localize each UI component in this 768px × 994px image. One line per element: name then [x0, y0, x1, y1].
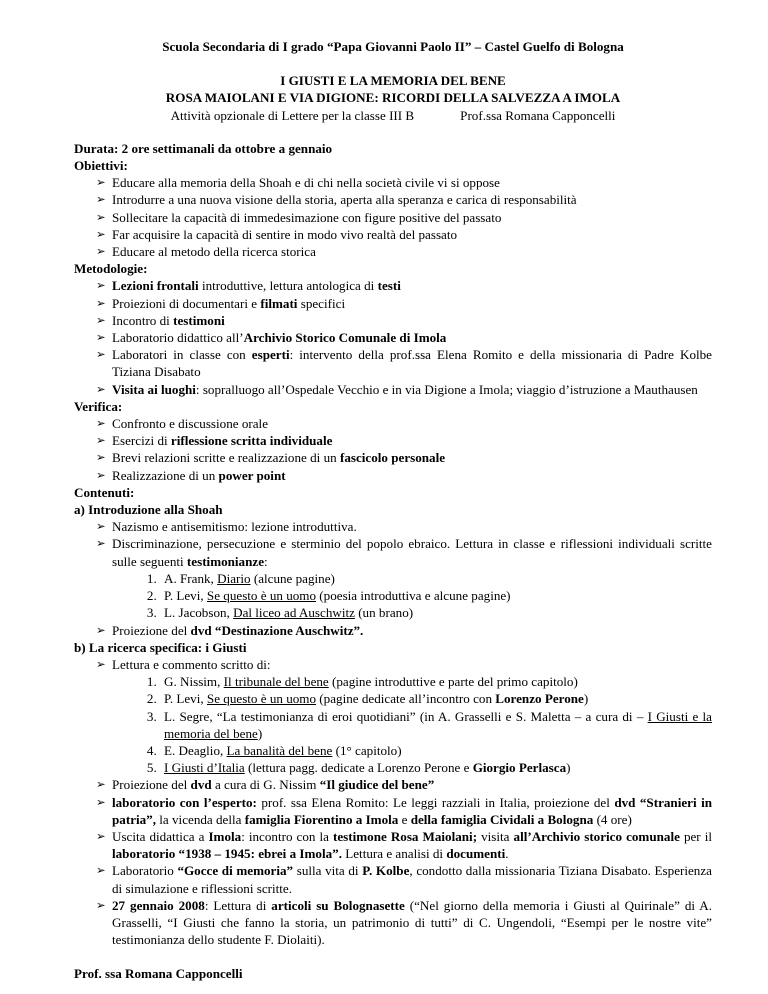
list-item: ➢ Proiezione del dvd a cura di G. Nissim “Il giudice del bene”	[96, 776, 712, 793]
verifica-list	[74, 415, 712, 484]
school-name: Scuola Secondaria di I grado “Papa Giovanni Paolo II” – Castel Guelfo di Bologna	[162, 39, 624, 54]
course-description: Attività opzionale di Lettere per la classe III B	[170, 107, 415, 123]
letture-list	[112, 673, 712, 776]
list-item: 2. P. Levi, Se questo è un uomo (poesia introduttiva e alcune pagine)	[160, 587, 712, 604]
contenuti-heading: Contenuti:	[74, 484, 135, 500]
list-item: ➢ Proiezioni di documentari e filmati specifici	[96, 295, 712, 312]
list-item: ➢ Lezioni frontali introduttive, lettura antologica di testi	[96, 277, 712, 294]
list-item: ➢ Uscita didattica a Imola: incontro con la testimone Rosa Maiolani; visita all’Archivio storico comunale per il laboratorio “1938 – 1945: ebrei a Imola”. Lettura e analisi di documenti.	[96, 828, 712, 862]
list-item: ➢ Educare al metodo della ricerca storica	[96, 243, 712, 260]
section-a-list	[74, 518, 712, 638]
metodologie-list	[74, 277, 712, 397]
list-item: 5. I Giusti d’Italia (lettura pagg. dedicate a Lorenzo Perone e Giorgio Perlasca)	[160, 759, 712, 776]
section-b-heading: b) La ricerca specifica: i Giusti	[74, 639, 247, 655]
list-item: 3. L. Jacobson, Dal liceo ad Auschwitz (un brano)	[160, 604, 712, 621]
document-title: I GIUSTI E LA MEMORIA DEL BENE	[280, 73, 506, 89]
list-item: 1. G. Nissim, Il tribunale del bene (pagine introduttive e parte del primo capitolo)	[160, 673, 712, 690]
list-item: 2. P. Levi, Se questo è un uomo (pagine dedicate all’incontro con Lorenzo Perone)	[160, 690, 712, 707]
list-item: ➢ Discriminazione, persecuzione e sterminio del popolo ebraico. Lettura in classe e riflessioni individuali scritte sulle seguenti testimonianze: 1. A. Frank, Diario (alcune pagine) 2. P. Levi, Se questo è un uomo (poesia introduttiva e alcune pagine) 3. L. Jacobson, Dal liceo ad Auschwitz (un brano)	[96, 535, 712, 621]
list-item: ➢ Proiezione del dvd “Destinazione Auschwitz”.	[96, 622, 712, 639]
section-a-heading: a) Introduzione alla Shoah	[74, 502, 223, 518]
obiettivi-heading: Obiettivi:	[74, 158, 128, 174]
teacher-name: Prof.ssa Romana Capponcelli	[460, 107, 616, 123]
course-info-line	[74, 107, 712, 124]
testimonianze-list	[112, 570, 712, 622]
document-subtitle: ROSA MAIOLANI E VIA DIGIONE: RICORDI DELLA SALVEZZA A IMOLA	[165, 90, 621, 106]
list-item: ➢ Esercizi di riflessione scritta individuale	[96, 432, 712, 449]
list-item: ➢ 27 gennaio 2008: Lettura di articoli su Bolognasette (“Nel giorno della memoria i Giusti al Quirinale” di A. Grasselli, “I Giusti che fanno la storia, un patrimonio di tutti” di C. Ungendoli, “Esempi per le nostre vite” testimonianza dello studente F. Diolaiti).	[96, 897, 712, 949]
list-item: ➢ Sollecitare la capacità di immedesimazione con figure positive del passato	[96, 209, 712, 226]
verifica-heading: Verifica:	[74, 398, 123, 414]
list-item: ➢ Visita ai luoghi: sopralluogo all’Ospedale Vecchio e in via Digione a Imola; viaggio d’istruzione a Mauthausen	[96, 381, 712, 398]
list-item: ➢ Laboratori in classe con esperti: intervento della prof.ssa Elena Romito e della missionaria di Padre Kolbe Tiziana Disabato	[96, 346, 712, 380]
section-b-list	[74, 656, 712, 948]
signature: Prof. ssa Romana Capponcelli	[74, 966, 243, 982]
durata-line: Durata: 2 ore settimanali da ottobre a gennaio	[74, 140, 333, 156]
list-item: 4. E. Deaglio, La banalità del bene (1° capitolo)	[160, 742, 712, 759]
metodologie-heading: Metodologie:	[74, 261, 148, 277]
list-item: ➢ Incontro di testimoni	[96, 312, 712, 329]
list-item: ➢ Confronto e discussione orale	[96, 415, 712, 432]
list-item: ➢ Brevi relazioni scritte e realizzazione di un fascicolo personale	[96, 449, 712, 466]
list-item: ➢ Lettura e commento scritto di: 1. G. Nissim, Il tribunale del bene (pagine introduttive e parte del primo capitolo) 2. P. Levi, Se questo è un uomo (pagine dedicate all’incontro con Lorenzo Perone) 3. L. Segre, “La testimonianza di eroi quotidiani” (in A. Grasselli e S. Maletta – a cura di – I Giusti e la memoria del bene) 4. E. Deaglio, La banalità del bene (1° capitolo) 5. I Giusti d’Italia (lettura pagg. dedicate a Lorenzo Perone e Giorgio Perlasca)	[96, 656, 712, 776]
list-item: ➢ laboratorio con l’esperto: prof. ssa Elena Romito: Le leggi razziali in Italia, proiezione del dvd “Stranieri in patria”, la vicenda della famiglia Fiorentino a Imola e della famiglia Cividali a Bologna (4 ore)	[96, 794, 712, 828]
list-item: ➢ Nazismo e antisemitismo: lezione introduttiva.	[96, 518, 712, 535]
list-item: 3. L. Segre, “La testimonianza di eroi quotidiani” (in A. Grasselli e S. Maletta – a cura di – I Giusti e la memoria del bene)	[160, 708, 712, 742]
list-item: ➢ Educare alla memoria della Shoah e di chi nella società civile vi si oppose	[96, 174, 712, 191]
list-item: ➢ Laboratorio didattico all’Archivio Storico Comunale di Imola	[96, 329, 712, 346]
list-item: ➢ Far acquisire la capacità di sentire in modo vivo realtà del passato	[96, 226, 712, 243]
list-item: ➢ Realizzazione di un power point	[96, 467, 712, 484]
list-item: 1. A. Frank, Diario (alcune pagine)	[160, 570, 712, 587]
list-item: ➢ Laboratorio “Gocce di memoria” sulla vita di P. Kolbe, condotto dalla missionaria Tiziana Disabato. Esperienza di simulazione e riflessioni scritte.	[96, 862, 712, 896]
list-item: ➢ Introdurre a una nuova visione della storia, aperta alla speranza e carica di responsabilità	[96, 191, 712, 208]
obiettivi-list	[74, 174, 712, 260]
